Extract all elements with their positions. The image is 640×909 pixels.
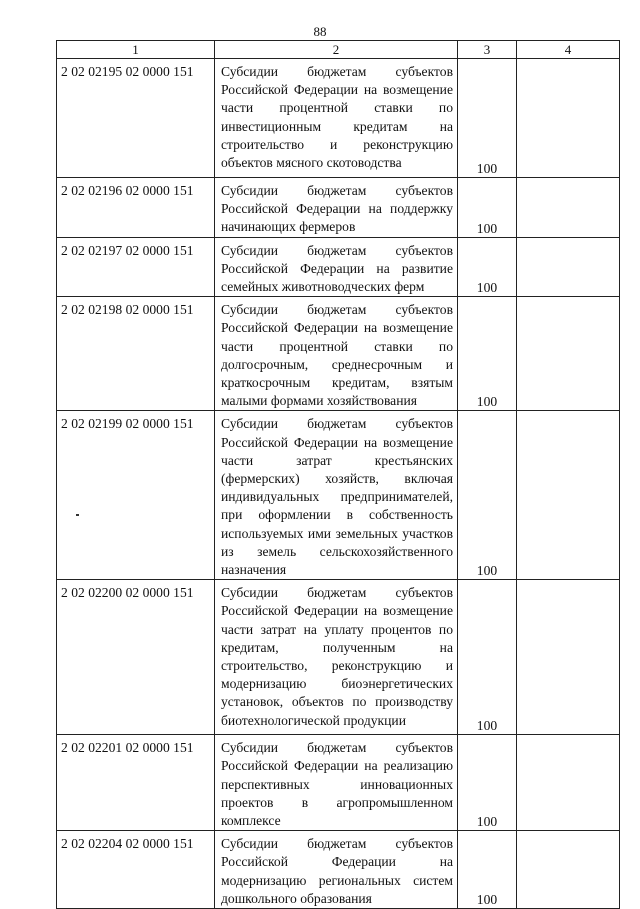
- table-row: [57, 580, 620, 735]
- amount-cell: 100: [458, 735, 517, 831]
- amount-cell: 100: [458, 297, 517, 411]
- description-text: Субсидии бюджетам субъектов Российской Федерации на развитие семейных животноводческих ферм: [221, 242, 453, 295]
- description-cell: [215, 411, 458, 580]
- description-text: Субсидии бюджетам субъектов Российской Федерации на возмещение части затрат на уплату процентов по кредитам, полученным на строительство, реконструкцию и модернизацию биоэнергетических установок, объектов по производству биотехнологической продукции: [221, 585, 453, 728]
- page-number: 88: [313, 24, 327, 39]
- table-row: [57, 59, 620, 178]
- table-row: [57, 735, 620, 831]
- description-text: Субсидии бюджетам субъектов Российской Федерации на реализацию перспективных инновационных проектов в агропромышленном комплексе: [221, 740, 453, 829]
- budget-code-cell: 2 02 02201 02 0000 151: [57, 735, 215, 831]
- description-cell: [215, 237, 458, 297]
- budget-code-cell: 2 02 02200 02 0000 151: [57, 580, 215, 735]
- description-cell: [215, 178, 458, 238]
- table-row: [57, 178, 620, 238]
- description-cell: [215, 735, 458, 831]
- table-row: [57, 297, 620, 411]
- column-header-4: 4: [517, 41, 620, 59]
- budget-table: [56, 40, 620, 909]
- column-4-cell: [517, 735, 620, 831]
- column-4-cell: [517, 831, 620, 909]
- description-text: Субсидии бюджетам субъектов Российской Федерации на возмещение части процентной ставки по инвестиционным кредитам на строительство и реконструкцию объектов мясного скотоводства: [221, 64, 453, 171]
- description-cell: [215, 580, 458, 735]
- amount-cell: 100: [458, 831, 517, 909]
- column-4-cell: [517, 237, 620, 297]
- column-header-3: 3: [458, 41, 517, 59]
- column-4-cell: [517, 297, 620, 411]
- column-4-cell: [517, 59, 620, 178]
- budget-code-cell: 2 02 02198 02 0000 151: [57, 297, 215, 411]
- description-cell: [215, 59, 458, 178]
- budget-code-cell: 2 02 02195 02 0000 151: [57, 59, 215, 178]
- scan-speck: [76, 514, 79, 516]
- amount-cell: 100: [458, 580, 517, 735]
- amount-cell: 100: [458, 59, 517, 178]
- budget-code-cell: 2 02 02199 02 0000 151: [57, 411, 215, 580]
- budget-code-cell: 2 02 02197 02 0000 151: [57, 237, 215, 297]
- description-text: Субсидии бюджетам субъектов Российской Федерации на возмещение части затрат крестьянских (фермерских) хозяйств, включая индивидуальных предпринимателей, при оформлении в собственность используемых ими земельных участков из земель сельскохозяйственного назначения: [221, 416, 453, 578]
- description-cell: [215, 831, 458, 909]
- table-header-row: [57, 41, 620, 59]
- amount-cell: 100: [458, 237, 517, 297]
- column-4-cell: [517, 178, 620, 238]
- column-4-cell: [517, 580, 620, 735]
- column-header-2: 2: [215, 41, 458, 59]
- description-cell: [215, 297, 458, 411]
- table-row: [57, 237, 620, 297]
- description-text: Субсидии бюджетам субъектов Российской Федерации на возмещение части процентной ставки по долгосрочным, среднесрочным и краткосрочным кредитам, взятым малыми формами хозяйствования: [221, 302, 453, 409]
- description-text: Субсидии бюджетам субъектов Российской Федерации на модернизацию региональных систем дошкольного образования: [221, 836, 453, 906]
- column-4-cell: [517, 411, 620, 580]
- description-text: Субсидии бюджетам субъектов Российской Федерации на поддержку начинающих фермеров: [221, 183, 453, 235]
- budget-code-cell: 2 02 02204 02 0000 151: [57, 831, 215, 909]
- table-row: [57, 831, 620, 909]
- column-header-1: 1: [57, 41, 215, 59]
- amount-cell: 100: [458, 411, 517, 580]
- table-row: [57, 411, 620, 580]
- amount-cell: 100: [458, 178, 517, 238]
- budget-code-cell: 2 02 02196 02 0000 151: [57, 178, 215, 238]
